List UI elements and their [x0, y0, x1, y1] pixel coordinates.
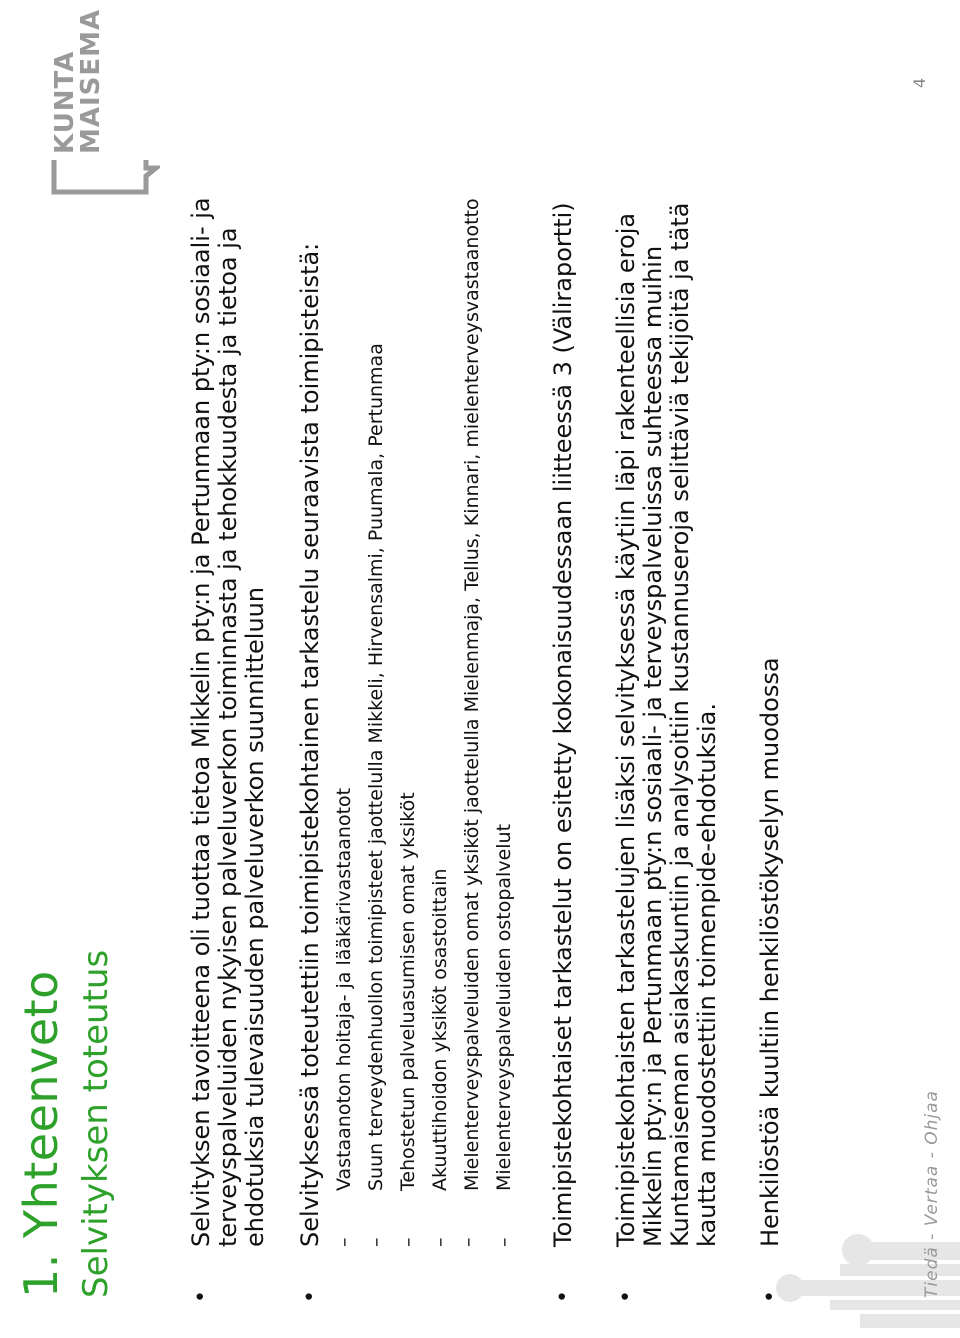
bullet-list [188, 193, 784, 1303]
dash: – [429, 1237, 451, 1247]
sub-item-text: Akuuttihoidon yksiköt osastoittain [429, 868, 451, 1191]
slide-title: 1. Yhteenveto [14, 970, 68, 1298]
dash: – [365, 1237, 387, 1247]
bullet-text: Selvityksen tavoitteena oli tuottaa tietoa Mikkelin pty:n ja Pertunmaan pty:n sosiaali- ja terveyspalveluiden nykyisen palveluverkon toiminnasta ja tehokkuudesta ja tietoa ja ehdotuksia tulevaisuuden palveluverkon suunnitteluun [187, 197, 269, 1247]
sub-item [392, 193, 424, 1247]
bullet-dot: • [298, 1290, 323, 1303]
bullet-text: Toimipistekohtaiset tarkastelut on esitetty kokonaisuudessaan liitteessä 3 (Väliraportti) [549, 202, 577, 1247]
footer-tagline: Tiedä - Vertaa - Ohjaa [922, 1090, 942, 1298]
sub-item [328, 193, 360, 1247]
dash: – [457, 1237, 479, 1247]
bullet-item [188, 193, 269, 1303]
bullet-item [613, 193, 721, 1303]
bullet-dot: • [551, 1290, 576, 1303]
dash: – [493, 1237, 515, 1247]
slide-subtitle: Selvityksen toteutus [76, 949, 116, 1298]
sub-item [456, 193, 488, 1247]
sub-item [488, 193, 520, 1247]
logo-bracket-icon [50, 154, 160, 198]
bullet-dot: • [189, 1290, 214, 1303]
bullet-dot: • [614, 1290, 639, 1303]
bullet-item [757, 193, 784, 1303]
kuntamaisema-logo-icon [50, 8, 160, 198]
dash: – [333, 1237, 355, 1247]
sub-item-text: Vastaanoton hoitaja- ja lääkärivastaanotot [333, 787, 355, 1191]
sub-item [360, 193, 392, 1247]
sub-item-text: Mielenterveyspalveluiden ostopalvelut [493, 823, 515, 1191]
bullet-text: Toimipistekohtaisten tarkastelujen lisäksi selvityksessä käytiin läpi rakenteellisia eroja Mikkelin pty:n ja Pertunmaan pty:n sosiaali- ja terveyspalveluissa suhteessa muihin Kuntamaiseman asiakaskuntiin ja analysoitiin kustannuseroja selittäviä tekijöitä ja tätä kautta muodostettiin toimenpide-ehdotuksia. [612, 202, 721, 1247]
sub-item-text: Suun terveydenhuollon toimipisteet jaottelulla Mikkeli, Hirvensalmi, Puumala, Pertunmaa [365, 343, 387, 1191]
bullet-item [550, 193, 577, 1303]
page-number: 4 [910, 77, 929, 88]
bullet-text: Henkilöstöä kuultiin henkilöstökyselyn muodossa [756, 657, 784, 1247]
logo-text-maisema: MAISEMA [76, 8, 106, 154]
bullet-dot: • [758, 1290, 783, 1303]
logo-text-kunta: KUNTA [50, 50, 80, 154]
dash: – [397, 1237, 419, 1247]
sub-item-text: Tehostetun palveluasumisen omat yksiköt [397, 792, 419, 1191]
bullet-item [297, 193, 520, 1303]
sub-item [424, 193, 456, 1247]
bullet-text: Selvityksessä toteutettiin toimipistekohtainen tarkastelu seuraavista toimipisteistä: [296, 242, 324, 1247]
sub-item-text: Mielenterveyspalveluiden omat yksiköt jaottelulla Mielenmaja, Tellus, Kinnari, mielenterveysvastaanotto [461, 198, 483, 1191]
sub-list [328, 193, 520, 1247]
